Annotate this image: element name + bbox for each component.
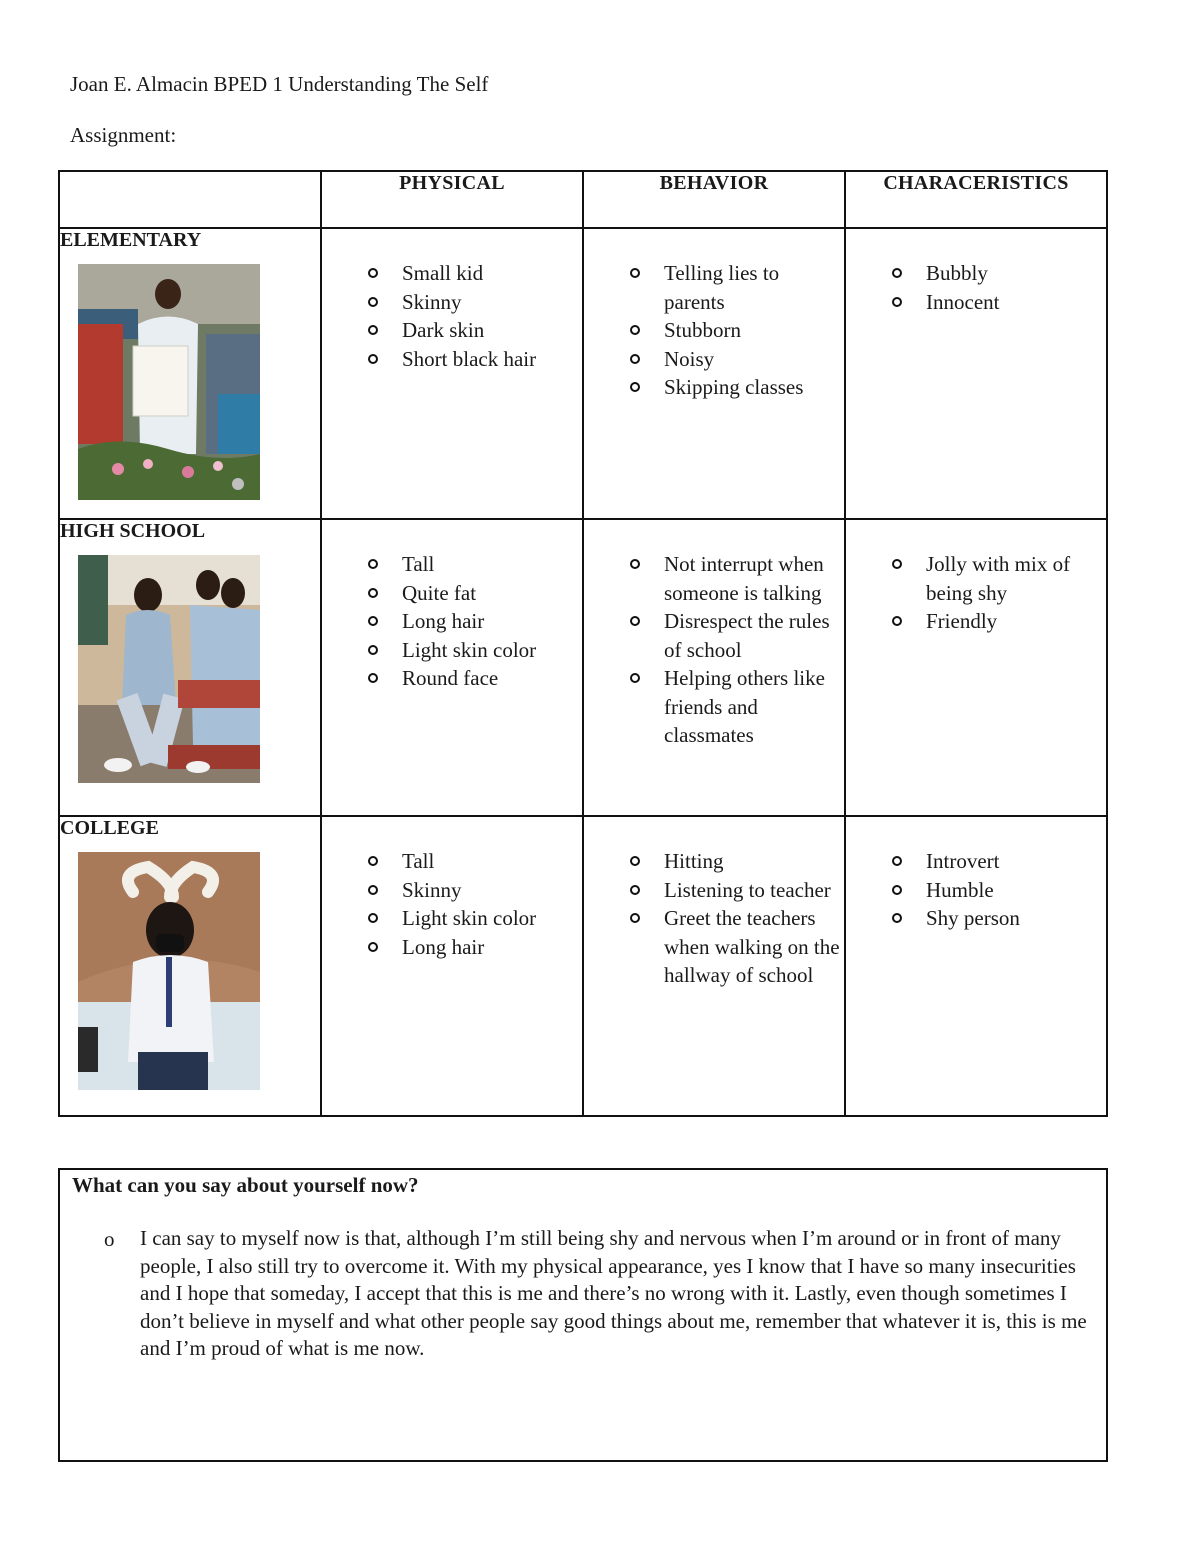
list-item: Long hair bbox=[360, 607, 582, 636]
list-item: Quite fat bbox=[360, 579, 582, 608]
list-item: Skinny bbox=[360, 876, 582, 905]
document-header: Joan E. Almacin BPED 1 Understanding The Self bbox=[70, 72, 489, 96]
bullet-icon: o bbox=[104, 1227, 115, 1251]
list-item: Hitting bbox=[622, 847, 844, 876]
list-item: Innocent bbox=[884, 288, 1106, 317]
list-item: Round face bbox=[360, 664, 582, 693]
list-item: Long hair bbox=[360, 933, 582, 962]
list-item: Listening to teacher bbox=[622, 876, 844, 905]
list-item: Noisy bbox=[622, 345, 844, 374]
physical-list bbox=[322, 817, 582, 961]
physical-list bbox=[322, 229, 582, 373]
characteristics-list bbox=[846, 229, 1106, 316]
list-item: Helping others like friends and classmates bbox=[622, 664, 844, 750]
list-item: Stubborn bbox=[622, 316, 844, 345]
behavior-list bbox=[584, 229, 844, 402]
behavior-cell-elementary bbox=[583, 228, 845, 519]
list-item: Small kid bbox=[360, 259, 582, 288]
self-assessment-table bbox=[58, 170, 1108, 1117]
header-characteristics: CHARACERISTICS bbox=[845, 171, 1107, 228]
list-item: Not interrupt when someone is talking bbox=[622, 550, 844, 607]
behavior-cell-high-school bbox=[583, 519, 845, 816]
stage-label: HIGH SCHOOL bbox=[60, 520, 206, 542]
list-item: Humble bbox=[884, 876, 1106, 905]
characteristics-cell-high-school bbox=[845, 519, 1107, 816]
stage-label: ELEMENTARY bbox=[60, 229, 202, 251]
list-item: Tall bbox=[360, 550, 582, 579]
stage-cell-high-school bbox=[59, 519, 321, 816]
list-item: Dark skin bbox=[360, 316, 582, 345]
list-item: Light skin color bbox=[360, 904, 582, 933]
list-item: Jolly with mix of being shy bbox=[884, 550, 1106, 607]
list-item: Shy person bbox=[884, 904, 1106, 933]
physical-cell-elementary bbox=[321, 228, 583, 519]
characteristics-cell-elementary bbox=[845, 228, 1107, 519]
list-item: Short black hair bbox=[360, 345, 582, 374]
list-item: Skipping classes bbox=[622, 373, 844, 402]
high-school-photo bbox=[78, 555, 260, 783]
list-item: Telling lies to parents bbox=[622, 259, 844, 316]
characteristics-cell-college bbox=[845, 816, 1107, 1116]
list-item: Bubbly bbox=[884, 259, 1106, 288]
physical-cell-college bbox=[321, 816, 583, 1116]
table-row bbox=[59, 228, 1107, 519]
header-physical: PHYSICAL bbox=[321, 171, 583, 228]
stage-label: COLLEGE bbox=[60, 817, 159, 839]
characteristics-list bbox=[846, 817, 1106, 933]
assignment-label: Assignment: bbox=[70, 123, 177, 147]
behavior-list bbox=[584, 817, 844, 990]
table-row bbox=[59, 816, 1107, 1116]
physical-cell-high-school bbox=[321, 519, 583, 816]
table-row bbox=[59, 519, 1107, 816]
list-item: Light skin color bbox=[360, 636, 582, 665]
physical-list bbox=[322, 520, 582, 693]
list-item: Friendly bbox=[884, 607, 1106, 636]
behavior-list bbox=[584, 520, 844, 750]
elementary-photo bbox=[78, 264, 260, 500]
college-photo bbox=[78, 852, 260, 1090]
reflection-box bbox=[58, 1168, 1108, 1462]
stage-cell-elementary bbox=[59, 228, 321, 519]
list-item: Introvert bbox=[884, 847, 1106, 876]
reflection-answer: I can say to myself now is that, although I’m still being shy and nervous when I’m around or in front of many people, I also still try to overcome it. With my physical appearance, yes I know that I have so many insecurities and I hope that someday, I accept that this is me and there’s no wrong with it. Lastly, even though sometimes I don’t believe in myself and what other people say good things about me, remember that whatever it is, this is me and I’m proud of what is me now. bbox=[140, 1226, 1087, 1360]
table-header-row bbox=[59, 171, 1107, 228]
list-item: Greet the teachers when walking on the hallway of school bbox=[622, 904, 844, 990]
behavior-cell-college bbox=[583, 816, 845, 1116]
list-item: Disrespect the rules of school bbox=[622, 607, 844, 664]
stage-cell-college bbox=[59, 816, 321, 1116]
list-item: Skinny bbox=[360, 288, 582, 317]
header-cell-blank bbox=[59, 171, 321, 228]
characteristics-list bbox=[846, 520, 1106, 636]
reflection-question: What can you say about yourself now? bbox=[72, 1173, 419, 1197]
header-behavior: BEHAVIOR bbox=[583, 171, 845, 228]
list-item: Tall bbox=[360, 847, 582, 876]
